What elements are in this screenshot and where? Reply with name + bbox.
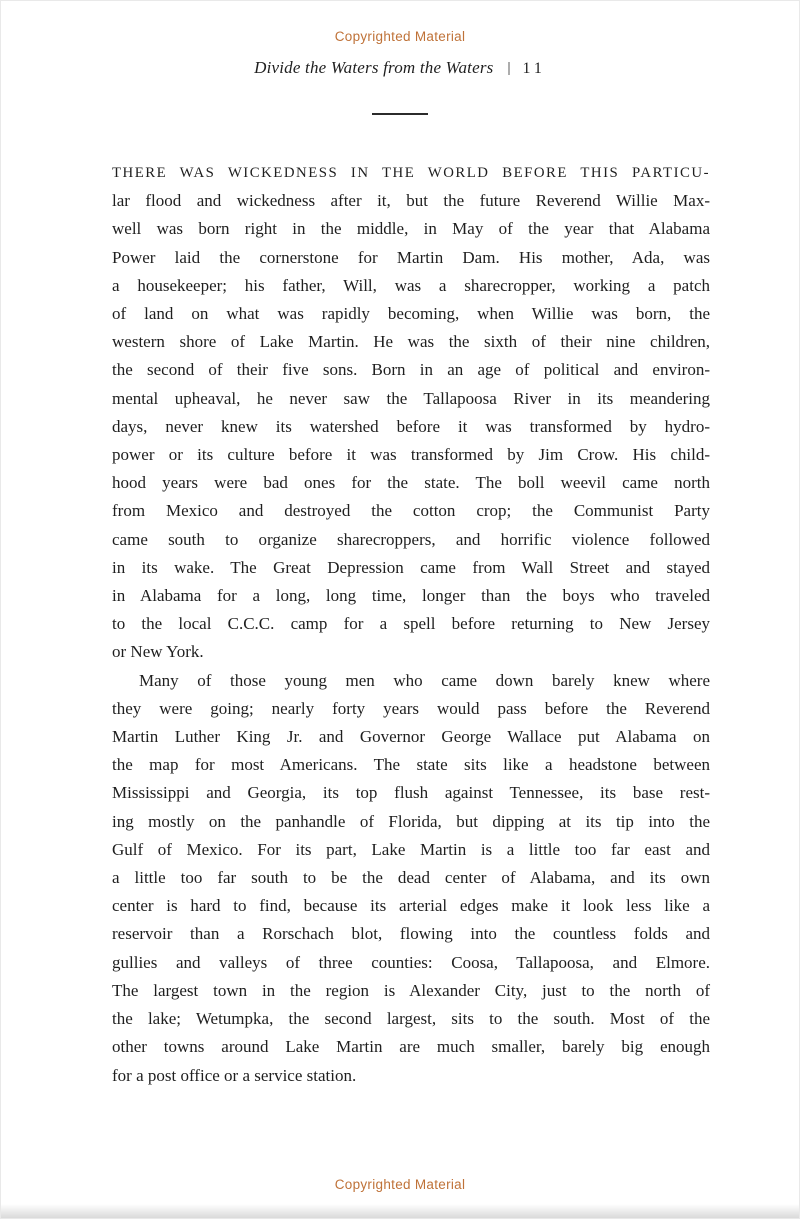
text-line: ing mostly on the panhandle of Florida, but dipping at its tip into the	[112, 811, 710, 831]
text-line: in Alabama for a long, long time, longer than the boys who traveled	[112, 586, 710, 606]
text-line: the lake; Wetumpka, the second largest, sits to the south. Most of the	[112, 1009, 710, 1029]
text-line: hood years were bad ones for the state. The boll weevil came north	[112, 473, 710, 493]
text-line: Gulf of Mexico. For its part, Lake Martin is a little too far east and	[112, 839, 710, 859]
body-text	[112, 159, 710, 1090]
page-edge-shadow	[1, 1204, 799, 1218]
text-line: mental upheaval, he never saw the Tallapoosa River in its meandering	[112, 388, 710, 408]
paragraph	[112, 667, 710, 1090]
text-line: other towns around Lake Martin are much smaller, barely big enough	[112, 1037, 710, 1057]
text-line: from Mexico and destroyed the cotton crop; the Communist Party	[112, 501, 710, 521]
text-line: Martin Luther King Jr. and Governor George Wallace put Alabama on	[112, 727, 710, 747]
text-line: they were going; nearly forty years would pass before the Reverend	[112, 698, 710, 718]
copyright-watermark-top: Copyrighted Material	[334, 29, 466, 44]
text-line: in its wake. The Great Depression came from Wall Street and stayed	[112, 557, 710, 577]
text-line: The largest town in the region is Alexander City, just to the north of	[112, 980, 710, 1000]
text-line: power or its culture before it was transformed by Jim Crow. His child-	[112, 445, 710, 465]
text-line: or New York.	[112, 642, 204, 662]
text-line: Many of those young men who came down barely knew where	[139, 670, 710, 690]
copyright-watermark-bottom: Copyrighted Material	[334, 1177, 466, 1192]
running-head-separator: |	[507, 60, 511, 76]
text-line: reservoir than a Rorschach blot, flowing into the countless folds and	[112, 924, 710, 944]
text-line: western shore of Lake Martin. He was the sixth of their nine children,	[112, 332, 710, 352]
text-line: days, never knew its watershed before it was transformed by hydro-	[112, 416, 710, 436]
text-line: well was born right in the middle, in May of the year that Alabama	[112, 219, 710, 239]
chapter-title: Divide the Waters from the Waters	[254, 58, 494, 77]
paragraph	[112, 159, 710, 667]
text-line: of land on what was rapidly becoming, when Willie was born, the	[112, 304, 710, 324]
text-line: Mississippi and Georgia, its top flush against Tennessee, its base rest-	[112, 783, 710, 803]
text-line: Power laid the cornerstone for Martin Dam. His mother, Ada, was	[112, 247, 710, 267]
text-line: lar flood and wickedness after it, but the future Reverend Willie Max-	[112, 191, 710, 211]
text-line: gullies and valleys of three counties: Coosa, Tallapoosa, and Elmore.	[112, 952, 710, 972]
text-line: the second of their five sons. Born in an age of political and environ-	[112, 360, 710, 380]
text-line: to the local C.C.C. camp for a spell before returning to New Jersey	[112, 614, 710, 634]
text-line: the map for most Americans. The state sits like a headstone between	[112, 755, 710, 775]
text-line: came south to organize sharecroppers, and horrific violence followed	[112, 529, 710, 549]
text-line: for a post office or a service station.	[112, 1065, 357, 1085]
running-head	[1, 58, 799, 78]
text-line: center is hard to find, because its arterial edges make it look less like a	[112, 896, 710, 916]
section-break-rule	[372, 113, 428, 115]
text-line: a little too far south to be the dead center of Alabama, and its own	[112, 868, 710, 888]
paragraph-lead-caps-line: THERE WAS WICKEDNESS IN THE WORLD BEFORE THIS PARTICU-	[112, 165, 710, 181]
page-number: 11	[522, 60, 546, 77]
text-line: a housekeeper; his father, Will, was a sharecropper, working a patch	[112, 275, 710, 295]
